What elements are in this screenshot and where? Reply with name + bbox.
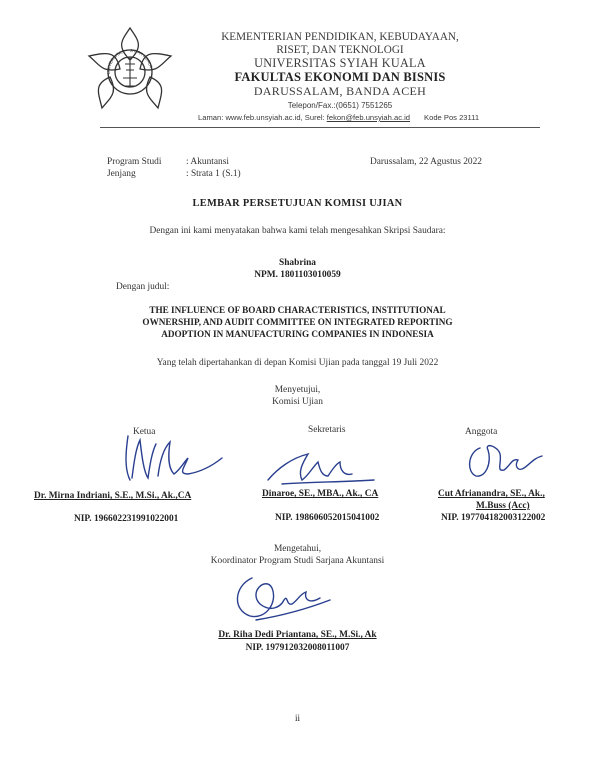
level-label: Jenjang	[107, 169, 136, 179]
thesis-title-line-3: ADOPTION IN MANUFACTURING COMPANIES IN INDONESIA	[161, 329, 434, 339]
header-ministry-cont: RISET, DAN TEKNOLOGI	[276, 44, 404, 56]
header-ministry: KEMENTERIAN PENDIDIKAN, KEBUDAYAAN,	[221, 31, 459, 43]
coordinator-nip: NIP. 197912032008011007	[245, 643, 350, 653]
header-email-link[interactable]: fekon@feb.unsyiah.ac.id	[326, 113, 411, 122]
secretary-role: Sekretaris	[308, 425, 346, 435]
title-label: Dengan judul:	[116, 282, 170, 292]
level-value: : Strata 1 (S.1)	[186, 169, 241, 179]
chair-signature-icon	[118, 428, 228, 488]
svg-text:UNIVERSITAS: UNIVERSITAS	[105, 48, 125, 75]
header-faculty: FAKULTAS EKONOMI DAN BISNIS	[234, 70, 446, 84]
coordinator-signature-icon	[226, 570, 336, 628]
header-city: DARUSSALAM, BANDA ACEH	[253, 84, 427, 98]
page-title: LEMBAR PERSETUJUAN KOMISI UJIAN	[192, 198, 403, 209]
student-npm: NPM. 1801103010059	[254, 270, 341, 280]
chair-role: Ketua	[133, 427, 156, 437]
secretary-nip: NIP. 198606052015041002	[275, 513, 380, 523]
intro-text: Dengan ini kami menyatakan bahwa kami telah mengesahkan Skripsi Saudara:	[149, 226, 446, 236]
program-value: : Akuntansi	[186, 157, 229, 167]
member-nip: NIP. 197704182003122002	[441, 513, 546, 523]
coordinator-role: Koordinator Program Studi Sarjana Akuntansi	[210, 556, 385, 566]
chair-name: Dr. Mirna Indriani, S.E., M.Si., Ak.,CA	[34, 491, 192, 501]
thesis-title-line-2: OWNERSHIP, AND AUDIT COMMITTEE ON INTEGRATED REPORTING	[142, 317, 453, 327]
chair-nip: NIP. 196602231991022001	[74, 514, 179, 524]
member-role: Anggota	[465, 427, 498, 437]
page-number: ii	[294, 713, 300, 723]
svg-text:SYIAH KUALA: SYIAH KUALA	[129, 47, 154, 69]
secretary-signature-icon	[262, 440, 382, 490]
header-contact	[198, 113, 578, 122]
approval-label: Menyetujui,	[274, 385, 321, 395]
committee-label: Komisi Ujian	[272, 397, 323, 407]
header-divider	[100, 127, 540, 128]
acknowledge-label: Mengetahui,	[273, 544, 322, 554]
header-phone: Telepon/Fax.:(0651) 7551265	[287, 101, 393, 110]
member-name-cont: M.Buss (Acc)	[476, 501, 530, 511]
header-web: Laman: www.feb.unsyiah.ac.id, Surel:	[198, 113, 327, 122]
member-name: Cut Afrianandra, SE., Ak.,	[438, 489, 545, 499]
defense-statement: Yang telah dipertahankan di depan Komisi Ujian pada tanggal 19 Juli 2022	[156, 358, 439, 368]
program-label: Program Studi	[107, 157, 162, 167]
header-postcode: Kode Pos 23111	[424, 113, 480, 122]
member-signature-icon	[458, 438, 548, 488]
student-name: Shabrina	[279, 258, 316, 268]
document-date: Darussalam, 22 Agustus 2022	[370, 157, 482, 167]
thesis-title-line-1: THE INFLUENCE OF BOARD CHARACTERISTICS, INSTITUTIONAL	[149, 305, 446, 315]
header-university: UNIVERSITAS SYIAH KUALA	[254, 56, 426, 70]
coordinator-name: Dr. Riha Dedi Priantana, SE., M.Si., Ak	[218, 630, 377, 640]
secretary-name: Dinaroe, SE., MBA., Ak., CA	[262, 489, 379, 499]
